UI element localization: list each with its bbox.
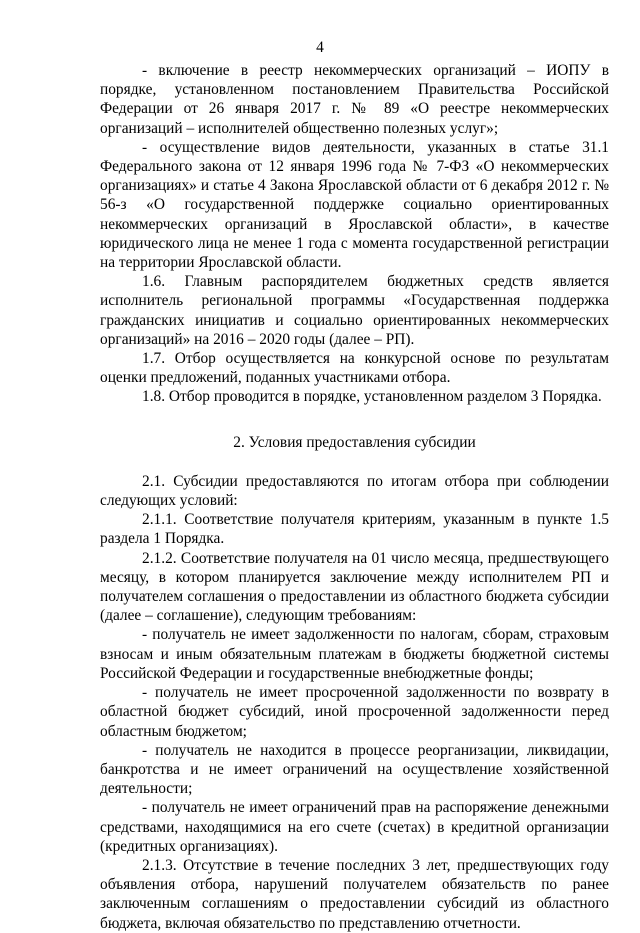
paragraph: 1.7. Отбор осуществляется на конкурсной основе по результатам оценки предложений, поданных участниками отбора. [100, 350, 609, 387]
paragraph: - получатель не находится в процессе реорганизации, ликвидации, банкротства и не имеет ограничений на осуществление хозяйственной деятельности; [100, 741, 609, 798]
paragraph: 1.6. Главным распорядителем бюджетных средств является исполнитель региональной программы «Государственная поддержка гражданских инициатив и социально ориентированных некоммерческих организаций» на 2016 – 2020 годы (далее – РП). [100, 273, 609, 348]
paragraph: - получатель не имеет ограничений прав на распоряжение денежными средствами, находящимися на его счете (счетах) в кредитной организации (кредитных организациях). [100, 799, 609, 855]
section-heading: 2. Условия предоставления субсидии [233, 433, 476, 451]
paragraph: - осуществление видов деятельности, указанных в статье 31.1 Федерального закона от 12 января 1996 года № 7-ФЗ «О некоммерческих организациях» и статье 4 Закона Ярославской области от 6 декабря 2012 г. № 56-з «О государственной поддержке социально ориентированных некоммерческих организаций в Ярославской области», в качестве юридического лица не менее 1 года с момента государственной регистрации на территории Ярославской области. [100, 138, 609, 272]
paragraph: 2.1.3. Отсутствие в течение последних 3 лет, предшествующих году объявления отбора, нарушений получателем обязательств по ранее заключенным соглашениям о предоставлении субсидий из областного бюджета, включая обязательство по представлению отчетности. [100, 856, 609, 932]
paragraph: - получатель не имеет просроченной задолженности по возврату в областной бюджет субсидий, иной просроченной задолженности перед областным бюджетом; [100, 684, 609, 740]
paragraph: 1.8. Отбор проводится в порядке, установленном разделом 3 Порядка. [142, 388, 602, 406]
page-body [100, 61, 609, 933]
paragraph: 2.1.1. Соответствие получателя критериям, указанным в пункте 1.5 раздела 1 Порядка. [100, 511, 609, 548]
paragraph: - получатель не имеет задолженности по налогам, сборам, страховым взносам и иным обязательным платежам в бюджеты бюджетной системы Российской Федерации и государственные внебюджетные фонды; [100, 626, 609, 682]
page-number: 4 [316, 39, 324, 56]
paragraph: - включение в реестр некоммерческих организаций – ИОПУ в порядке, установленном постановлением Правительства Российской Федерации от 26 января 2017 г. № 89 «О реестре некоммерческих организаций – исполнителей общественно полезных услуг»; [100, 62, 609, 137]
paragraph: 2.1.2. Соответствие получателя на 01 число месяца, предшествующего месяцу, в котором планируется заключение между исполнителем РП и получателем соглашения о предоставлении из областного бюджета субсидии (далее – соглашение), следующим требованиям: [100, 549, 609, 625]
paragraph: 2.1. Субсидии предоставляются по итогам отбора при соблюдении следующих условий: [100, 472, 609, 510]
